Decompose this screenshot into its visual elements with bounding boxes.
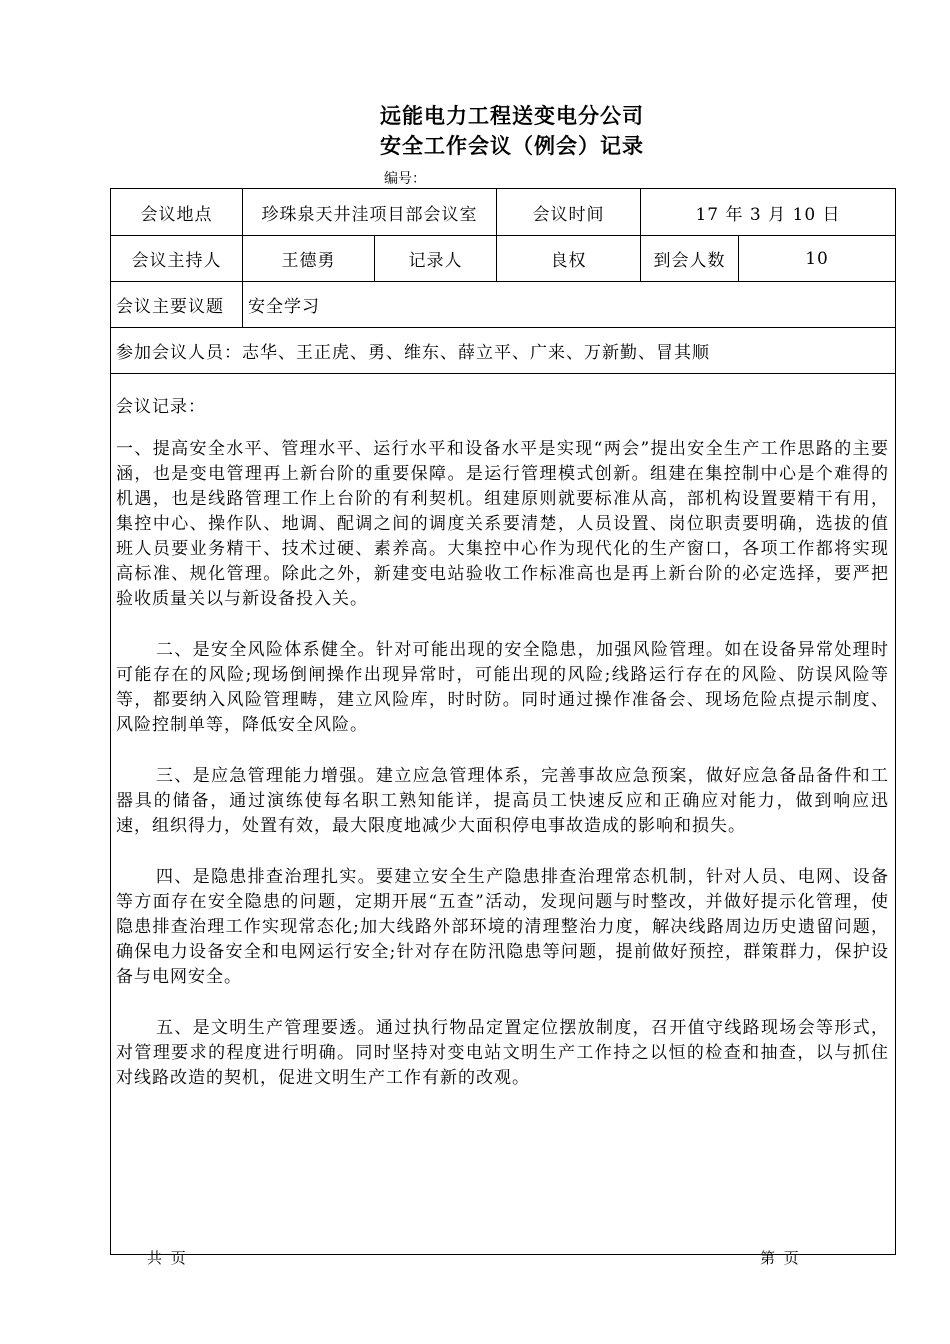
location-time-row — [111, 189, 896, 236]
serial-number-label: 编号： — [384, 171, 426, 187]
topic-label: 会议主要议题 — [111, 282, 243, 328]
record-paragraph-2: 二、是安全风险体系健全。针对可能出现的安全隐患，加强风险管理。如在设备异常处理时可能存在的风险;现场倒闸操作出现异常时，可能出现的风险;线路运行存在的风险、防误风险等等，都要纳入风险管理畴，建立风险库，时时防。同时通过操作准备会、现场危险点提示制度、风险控制单等，降低安全风险。 — [116, 640, 890, 735]
participants-text: 参加会议人员：志华、王正虎、勇、维东、薛立平、广来、万新勤、冒其顺 — [111, 328, 896, 374]
host-value: 王德勇 — [243, 236, 375, 282]
attendance-value: 10 — [739, 236, 896, 282]
host-recorder-row — [111, 236, 896, 282]
location-value: 珍珠泉天井洼项目部会议室 — [243, 189, 497, 236]
record-cell — [111, 374, 896, 1255]
record-label: 会议记录： — [116, 397, 206, 417]
topic-value: 安全学习 — [243, 282, 896, 328]
total-pages-label: 共 页 — [147, 1249, 188, 1267]
record-row — [111, 374, 896, 1255]
meeting-record-form — [110, 188, 896, 1255]
participants-row — [111, 328, 896, 374]
topic-row — [111, 282, 896, 328]
time-value: 17 年 3 月 10 日 — [641, 189, 896, 236]
recorder-label: 记录人 — [375, 236, 497, 282]
record-paragraph-5: 五、是文明生产管理要透。通过执行物品定置定位摆放制度，召开值守线路现场会等形式，对管理要求的程度进行明确。同时坚持对变电站文明生产工作持之以恒的检查和抽查，以与抓住对线路改造的契机，促进文明生产工作有新的改观。 — [116, 1018, 890, 1088]
location-label: 会议地点 — [111, 189, 243, 236]
attendance-label: 到会人数 — [641, 236, 739, 282]
record-paragraph-1: 一、提高安全水平、管理水平、运行水平和设备水平是实现“两会”提出安全生产工作思路的主要涵，也是变电管理再上新台阶的重要保障。是运行管理模式创新。组建在集控制中心是个难得的机遇，也是线路管理工作上台阶的有利契机。组建原则就要标准从高，部机构设置要精干有用，集控中心、操作队、地调、配调之间的调度关系要清楚，人员设置、岗位职责要明确，选拔的值班人员要业务精干、技术过硬、素养高。大集控中心作为现代化的生产窗口，各项工作都将实现高标准、规化管理。除此之外，新建变电站验收工作标准高也是再上新台阶的必定选择，要严把验收质量关以与新设备投入关。 — [116, 439, 890, 609]
recorder-value: 良权 — [497, 236, 641, 282]
host-label: 会议主持人 — [111, 236, 243, 282]
company-title: 远能电力工程送变电分公司 — [380, 104, 644, 128]
page-number-label: 第 页 — [760, 1249, 801, 1267]
time-label: 会议时间 — [497, 189, 641, 236]
record-paragraph-4: 四、是隐患排查治理扎实。要建立安全生产隐患排查治理常态机制，针对人员、电网、设备等方面存在安全隐患的问题，定期开展“五查”活动，发现问题与时整改，并做好提示化管理，使隐患排查治理工作实现常态化;加大线路外部环境的清理整治力度，解决线路周边历史遗留问题，确保电力设备安全和电网运行安全;针对存在防汛隐患等问题，提前做好预控，群策群力，保护设备与电网安全。 — [116, 867, 890, 987]
document-title: 安全工作会议（例会）记录 — [380, 134, 644, 158]
record-paragraph-3: 三、是应急管理能力增强。建立应急管理体系，完善事故应急预案，做好应急备品备件和工器具的储备，通过演练使每名职工熟知能详，提高员工快速反应和正确应对能力，做到响应迅速，组织得力，处置有效，最大限度地减少大面积停电事故造成的影响和损失。 — [116, 766, 890, 836]
